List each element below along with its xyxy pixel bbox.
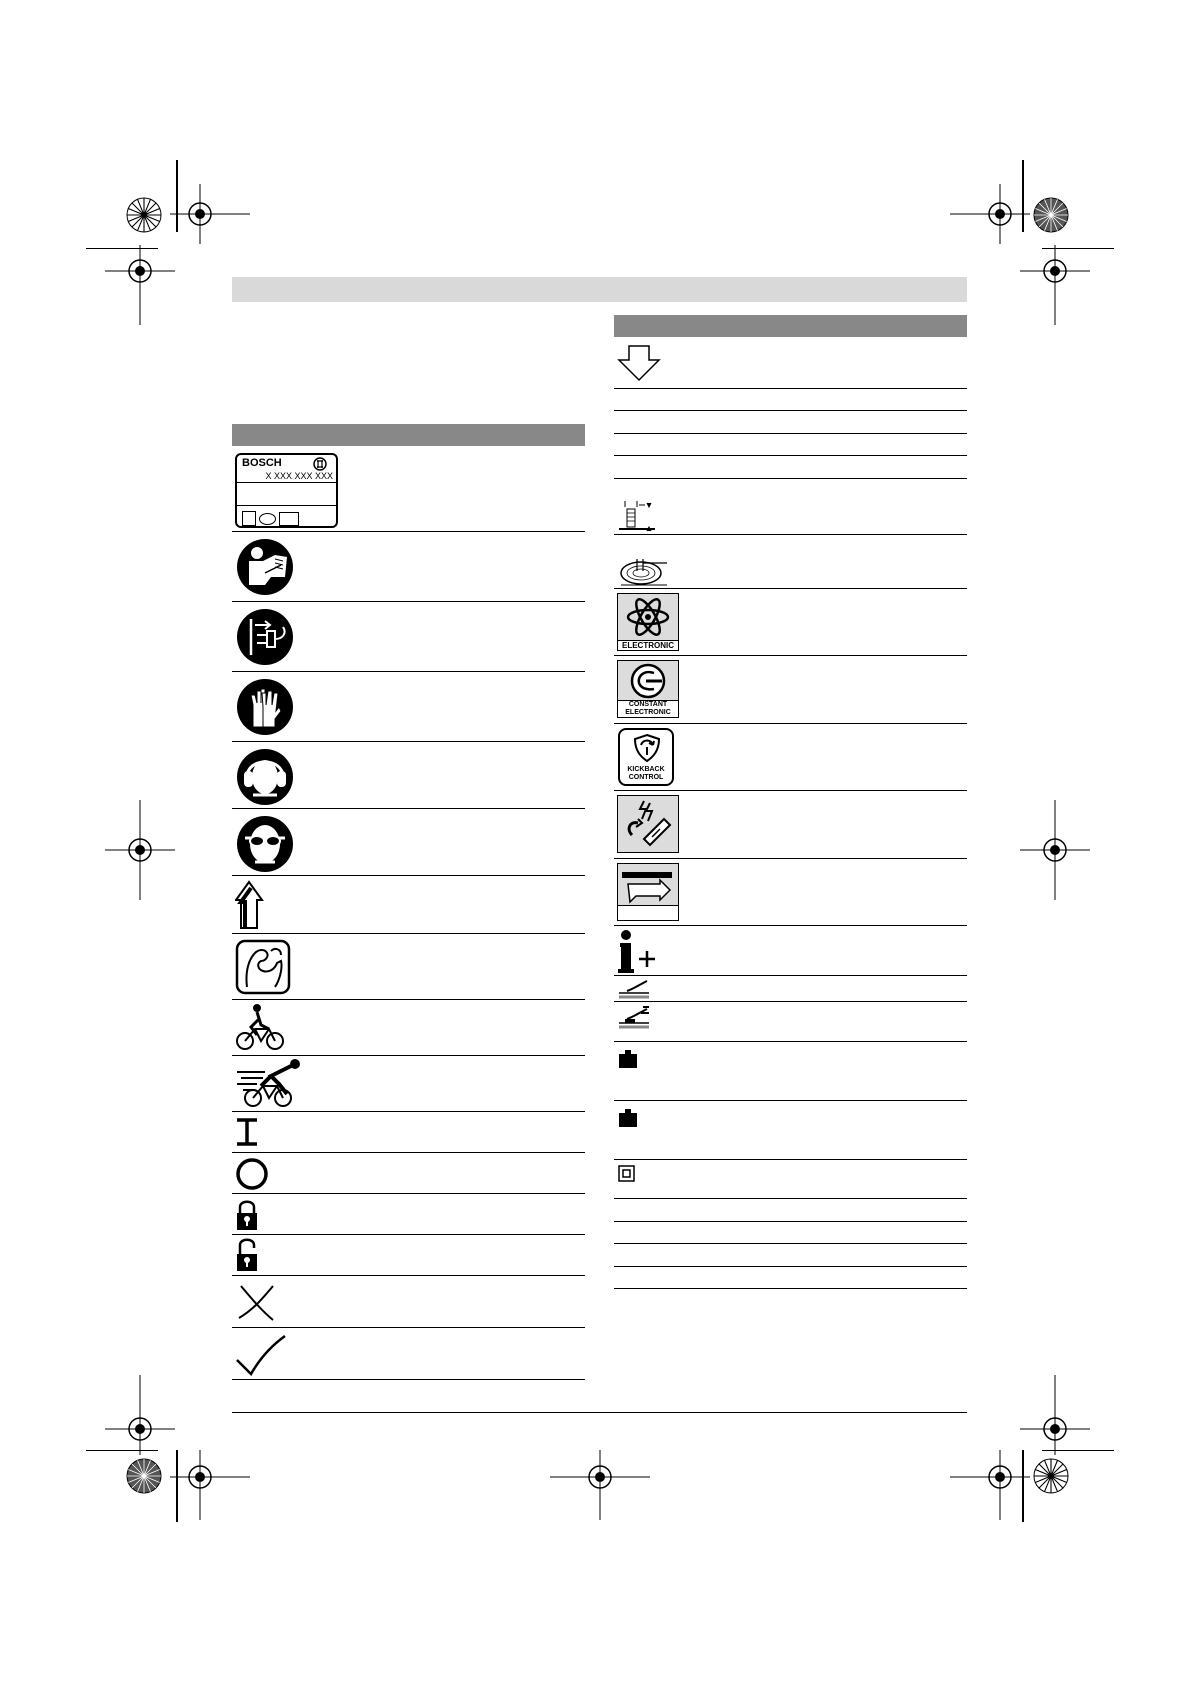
prohibited-cross-icon bbox=[235, 1282, 277, 1322]
direction-arrow-icon bbox=[235, 880, 269, 930]
high-speed-bicycle-icon bbox=[235, 1058, 305, 1108]
registration-mark-icon bbox=[1020, 800, 1090, 900]
constant-electronic-icon bbox=[617, 660, 679, 718]
nameplate-brand: BOSCH bbox=[242, 457, 282, 469]
left-section-bar bbox=[232, 424, 585, 446]
cutting-depth-icon bbox=[617, 499, 657, 533]
ear-protection-icon bbox=[235, 747, 295, 807]
bevel-cut-icon bbox=[617, 1005, 651, 1031]
bosch-logo-icon bbox=[313, 457, 327, 471]
right-symbol-list bbox=[614, 340, 967, 1289]
star-target-icon bbox=[1033, 1458, 1069, 1494]
list-item bbox=[614, 1160, 967, 1199]
unplug-icon bbox=[235, 607, 295, 667]
star-target-icon bbox=[126, 197, 162, 233]
list-item bbox=[614, 976, 967, 1002]
weight-icon bbox=[617, 1107, 639, 1129]
list-item bbox=[232, 602, 585, 672]
list-item bbox=[614, 724, 967, 791]
list-item bbox=[232, 1153, 585, 1194]
registration-mark-icon bbox=[950, 1450, 1030, 1520]
list-item bbox=[614, 859, 967, 926]
registration-mark-icon bbox=[105, 245, 175, 325]
switch-on-icon bbox=[235, 1118, 259, 1146]
weight-icon bbox=[617, 1048, 639, 1070]
left-symbol-list bbox=[232, 449, 585, 1380]
list-item bbox=[232, 809, 585, 876]
list-item bbox=[232, 1276, 585, 1328]
star-target-icon bbox=[126, 1458, 162, 1494]
list-item bbox=[232, 934, 585, 1000]
registration-mark-icon bbox=[1020, 1375, 1090, 1455]
list-item bbox=[232, 1056, 585, 1112]
list-item bbox=[614, 1267, 967, 1289]
kickback-control-icon bbox=[618, 728, 674, 786]
page-header-bar bbox=[232, 277, 967, 302]
list-item bbox=[614, 389, 967, 411]
star-target-icon bbox=[1033, 197, 1069, 233]
list-item bbox=[614, 1002, 967, 1042]
list-item bbox=[232, 1112, 585, 1153]
list-item bbox=[232, 532, 585, 602]
list-item bbox=[232, 1328, 585, 1380]
electronic-label: ELECTRONIC bbox=[618, 640, 678, 650]
registration-mark-icon bbox=[550, 1450, 650, 1520]
registration-mark-icon bbox=[105, 800, 175, 900]
eye-protection-icon bbox=[235, 814, 295, 874]
registration-mark-icon bbox=[170, 184, 250, 244]
list-item bbox=[614, 434, 967, 456]
right-section-bar bbox=[614, 315, 967, 337]
nameplate-article-number: X XXX XXX XXX bbox=[265, 471, 333, 481]
cutting-angle-icon bbox=[617, 979, 651, 999]
disc-diameter-icon bbox=[617, 557, 671, 587]
registration-mark-icon bbox=[1020, 245, 1090, 325]
list-item bbox=[614, 456, 967, 479]
restart-protection-icon bbox=[617, 795, 679, 853]
list-item bbox=[614, 656, 967, 724]
lock-icon bbox=[235, 1198, 259, 1232]
unlock-icon bbox=[235, 1237, 259, 1273]
list-item bbox=[232, 1235, 585, 1276]
registration-mark-icon bbox=[950, 184, 1030, 244]
list-item bbox=[232, 1194, 585, 1235]
list-item bbox=[232, 449, 585, 532]
list-item bbox=[614, 1042, 967, 1101]
list-item bbox=[614, 340, 967, 389]
switch-off-icon bbox=[235, 1157, 269, 1191]
list-item bbox=[232, 876, 585, 934]
list-item bbox=[614, 411, 967, 434]
list-item bbox=[614, 1222, 967, 1244]
low-speed-bicycle-icon bbox=[235, 1003, 285, 1051]
list-item bbox=[232, 672, 585, 742]
accessories-info-icon bbox=[617, 929, 659, 973]
kickback-control-label: KICKBACK CONTROL bbox=[627, 766, 665, 781]
list-item bbox=[614, 1199, 967, 1222]
list-item bbox=[232, 1000, 585, 1056]
footer-rule bbox=[232, 1412, 967, 1413]
read-manual-icon bbox=[235, 537, 295, 597]
down-arrow-icon bbox=[617, 344, 661, 382]
permitted-check-icon bbox=[235, 1334, 289, 1376]
list-item bbox=[232, 742, 585, 809]
electronic-icon bbox=[617, 593, 679, 651]
list-item bbox=[614, 535, 967, 589]
constant-electronic-label: CONSTANT ELECTRONIC bbox=[618, 700, 678, 717]
list-item bbox=[614, 1101, 967, 1160]
list-item bbox=[614, 791, 967, 859]
wear-gloves-icon bbox=[235, 677, 295, 737]
nameplate-icon bbox=[235, 453, 338, 528]
list-item bbox=[614, 479, 967, 535]
list-item bbox=[614, 926, 967, 976]
list-item bbox=[614, 1244, 967, 1267]
registration-mark-icon bbox=[170, 1450, 250, 1520]
physical-effort-icon bbox=[235, 939, 293, 997]
list-item bbox=[614, 589, 967, 656]
protection-class-ii-icon bbox=[617, 1164, 637, 1184]
dust-extraction-icon bbox=[617, 863, 679, 921]
registration-mark-icon bbox=[105, 1375, 175, 1455]
